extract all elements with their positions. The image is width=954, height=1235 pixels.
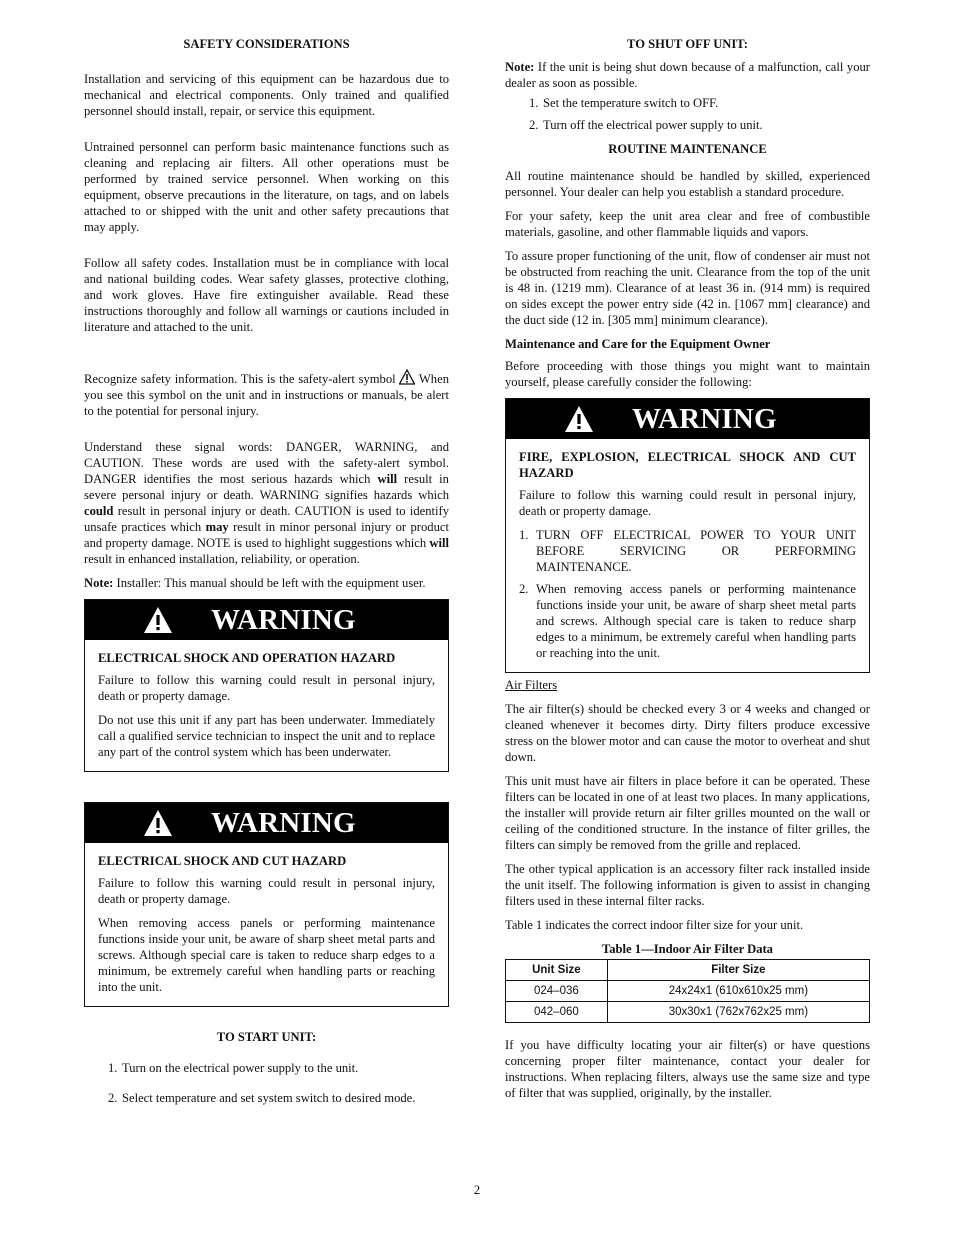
table-title: Table 1—Indoor Air Filter Data xyxy=(602,942,773,956)
list-item xyxy=(84,1060,449,1076)
warning-text: Failure to follow this warning could result in personal injury, death or property damage. xyxy=(519,488,856,518)
table-cell: 042–060 xyxy=(506,1002,608,1023)
note-label: Note: xyxy=(84,576,114,590)
list-item xyxy=(84,1090,449,1106)
column-header: Filter Size xyxy=(607,960,869,981)
warning-text: Do not use this unit if any part has been underwater. Immediately call a qualified service technician to inspect the unit and to replace any part of the control system which has been underwater. xyxy=(98,713,435,759)
table-row xyxy=(506,981,870,1002)
text: result in enhanced installation, reliability, or operation. xyxy=(84,552,360,566)
warning-triangle-icon xyxy=(143,809,173,837)
step-text: Select temperature and set system switch to desired mode. xyxy=(122,1091,416,1105)
paragraph: Installation and servicing of this equipment can be hazardous due to mechanical and electrical components. Only trained and qualified personnel should install, repair, or service this equipment. xyxy=(84,72,449,118)
filter-data-table xyxy=(505,959,870,1023)
step-number: 1. xyxy=(108,1061,118,1075)
emphasis: could xyxy=(84,504,114,518)
table-cell: 30x30x1 (762x762x25 mm) xyxy=(607,1002,869,1023)
warning-title: ELECTRICAL SHOCK AND CUT HAZARD xyxy=(98,854,347,868)
warning-text: Failure to follow this warning could result in personal injury, death or property damage. xyxy=(98,673,435,703)
warning-box-electrical-operation xyxy=(84,599,449,772)
paragraph: If you have difficulty locating your air filter(s) or have questions concerning proper filter maintenance, contact your dealer for instructions. When replacing filters, always use the same size and type of filter that was supplied, originally, by the installer. xyxy=(505,1038,870,1100)
text: Recognize safety information. This is the safety-alert symbol xyxy=(84,372,396,386)
left-column xyxy=(84,36,449,1114)
warning-word: WARNING xyxy=(211,604,356,636)
paragraph: Follow all safety codes. Installation must be in compliance with local and national building codes. Wear safety glasses, protective clothing, and work gloves. Have fire extinguisher available. Read these instructions thoroughly and follow all warnings or cautions included in literature and attached to the unit. xyxy=(84,256,449,334)
list-item xyxy=(519,581,856,661)
step-text: Set the temperature switch to OFF. xyxy=(543,96,719,110)
emphasis: may xyxy=(205,520,229,534)
warning-header xyxy=(85,600,448,640)
paragraph: This unit must have air filters in place before it can be operated. These filters can be located in one of at least two places. In many applications, the installer will provide return air filter grilles mounted on the wall or ceiling of the conditioned structure. In the instance of filter grilles, the filters can simply be removed from the grille and replaced. xyxy=(505,774,870,852)
paragraph: To assure proper functioning of the unit, flow of condenser air must not be obstructed from reaching the unit. Clearance from the top of the unit is 48 in. (1219 mm). Clearance of at least 36 in. (914 mm) is required on sides except the power entry side (42 in. [1067 mm] clearance) and the duct side (12 in. [305 mm] minimum clearance). xyxy=(505,249,870,327)
paragraph: All routine maintenance should be handled by skilled, experienced personnel. Your dealer can help you establish a standard procedure. xyxy=(505,169,870,199)
care-heading: Maintenance and Care for the Equipment Owner xyxy=(505,337,771,351)
paragraph: For your safety, keep the unit area clear and free of combustible materials, gasoline, and other flammable liquids and vapors. xyxy=(505,209,870,239)
warning-box-fire-explosion xyxy=(505,398,870,673)
text: If the unit is being shut down because of a malfunction, call your dealer as soon as possible. xyxy=(505,60,870,90)
shutoff-note xyxy=(505,59,870,91)
shutoff-heading: TO SHUT OFF UNIT: xyxy=(627,37,748,51)
routine-maintenance-heading: ROUTINE MAINTENANCE xyxy=(608,142,767,156)
paragraph: Untrained personnel can perform basic maintenance functions such as cleaning and replacing air filters. All other operations must be performed by trained service personnel. When working on this equipment, observe precautions in the literature, on tags, and on labels attached to or shipped with the unit and other safety precautions that may apply. xyxy=(84,140,449,234)
warning-word: WARNING xyxy=(211,807,356,839)
paragraph-safety-alert xyxy=(84,369,449,419)
warning-word: WARNING xyxy=(632,403,777,435)
text: result in minor personal injury or product and property damage. NOTE is used to highlight suggestions which xyxy=(84,520,449,550)
list-item xyxy=(519,527,856,575)
safety-alert-icon xyxy=(399,369,415,385)
item-number: 1. xyxy=(519,528,529,542)
warning-header xyxy=(506,399,869,439)
table-cell: 024–036 xyxy=(506,981,608,1002)
warning-title: FIRE, EXPLOSION, ELECTRICAL SHOCK AND CUT HAZARD xyxy=(519,450,856,480)
warning-triangle-icon xyxy=(143,606,173,634)
step-number: 2. xyxy=(529,118,539,132)
emphasis: will xyxy=(429,536,449,550)
page-number: 2 xyxy=(473,1183,481,1197)
warning-items-list xyxy=(519,527,856,661)
paragraph: The air filter(s) should be checked every 3 or 4 weeks and changed or cleaned whenever it becomes dirty. Dirty filters produce excessive stress on the blower motor and can cause the motor to overheat and shut down. xyxy=(505,702,870,764)
text: When you see this symbol on the unit and in instructions or manuals, be alert to the potential for personal injury. xyxy=(84,372,449,418)
table-cell: 24x24x1 (610x610x25 mm) xyxy=(607,981,869,1002)
step-text: Turn on the electrical power supply to the unit. xyxy=(122,1061,359,1075)
warning-text: Failure to follow this warning could result in personal injury, death or property damage. xyxy=(98,876,435,906)
installer-note xyxy=(84,575,449,591)
paragraph: The other typical application is an accessory filter rack installed inside the unit itself. The following information is given to assist in changing filters used in these internal filter racks. xyxy=(505,862,870,908)
paragraph-signal-words xyxy=(84,439,449,567)
air-filters-heading: Air Filters xyxy=(505,678,558,692)
shutoff-steps-list xyxy=(505,95,870,133)
item-number: 2. xyxy=(519,582,529,596)
table-row xyxy=(506,1002,870,1023)
text: result in severe personal injury or death. WARNING signifies hazards which xyxy=(84,472,449,502)
list-item xyxy=(505,117,870,133)
start-steps-list xyxy=(84,1060,449,1106)
item-text: TURN OFF ELECTRICAL POWER TO YOUR UNIT BEFORE SERVICING OR PERFORMING MAINTENANCE. xyxy=(536,528,856,574)
right-column xyxy=(505,36,870,1109)
text: Installer: This manual should be left with the equipment user. xyxy=(116,576,426,590)
emphasis: will xyxy=(377,472,398,486)
column-header: Unit Size xyxy=(506,960,608,981)
list-item xyxy=(505,95,870,111)
paragraph: Before proceeding with those things you might want to maintain yourself, please carefully consider the following: xyxy=(505,359,870,389)
warning-header xyxy=(85,803,448,843)
warning-box-electrical-cut xyxy=(84,802,449,1007)
warning-triangle-icon xyxy=(564,405,594,433)
text: Understand these signal words: DANGER, WARNING, and CAUTION. These words are used with the safety-alert symbol. DANGER identifies the most serious hazards which xyxy=(84,440,449,486)
step-text: Turn off the electrical power supply to unit. xyxy=(543,118,763,132)
step-number: 1. xyxy=(529,96,539,110)
warning-title: ELECTRICAL SHOCK AND OPERATION HAZARD xyxy=(98,651,396,665)
safety-heading: SAFETY CONSIDERATIONS xyxy=(183,37,350,51)
step-number: 2. xyxy=(108,1091,118,1105)
text: result in personal injury or death. CAUTION is used to identify unsafe practices which xyxy=(84,504,449,534)
paragraph: Table 1 indicates the correct indoor filter size for your unit. xyxy=(505,918,804,932)
start-unit-heading: TO START UNIT: xyxy=(216,1030,317,1044)
table-header-row xyxy=(506,960,870,981)
warning-text: When removing access panels or performing maintenance functions inside your unit, be aware of sharp sheet metal parts and screws. Although special care is taken to reduce sharp edges to a minimum, be extremely careful when handling parts or reaching into the unit. xyxy=(98,916,435,994)
item-text: When removing access panels or performing maintenance functions inside your unit, be aware of sharp sheet metal parts and screws. Although special care is taken to reduce sharp edges to a minimum, be extremely careful when handling parts or reaching into the unit. xyxy=(536,582,856,660)
note-label: Note: xyxy=(505,60,535,74)
